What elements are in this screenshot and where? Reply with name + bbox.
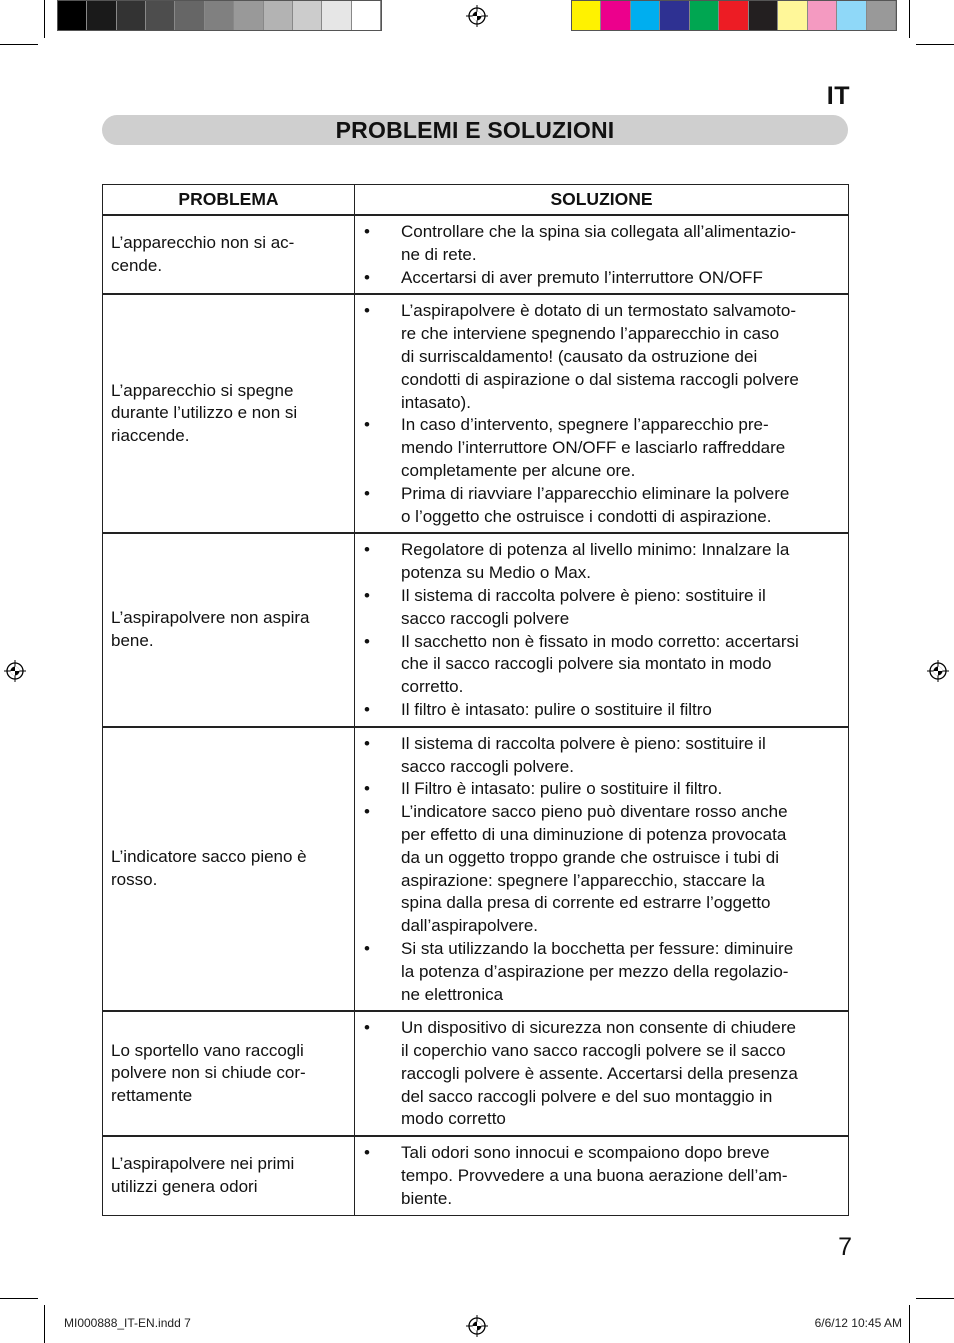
problem-text: L’apparecchio non si ac- cende.: [111, 232, 295, 275]
solution-item: • Prima di riavviare l’apparecchio eliminare la polvere o l’oggetto che ostruisce i condotti di aspirazione.: [355, 483, 842, 529]
color-swatch: [205, 1, 234, 30]
crop-mark-br-h: [916, 1298, 954, 1299]
problem-cell: [103, 1011, 355, 1136]
problem-cell: [103, 215, 355, 294]
color-swatch: [808, 1, 837, 30]
color-swatch: [352, 1, 381, 30]
solution-list: [355, 1142, 842, 1210]
solution-item: • Il sacchetto non è fissato in modo corretto: accertarsi che il sacco raccogli polvere sia montato in modo corretto.: [355, 631, 842, 699]
crop-mark-tr-v: [909, 0, 910, 38]
table-body: [103, 215, 849, 1215]
registration-mark-icon: [466, 1315, 488, 1337]
color-swatch: [572, 1, 601, 30]
column-header-problem: PROBLEMA: [103, 185, 355, 216]
solution-item: • Un dispositivo di sicurezza non consente di chiudere il coperchio vano sacco raccogli polvere se il sacco raccogli polvere è assente. Accertarsi della presenza del sacco raccogli polvere e del suo montaggio in modo corretto: [355, 1017, 842, 1131]
solution-list: [355, 1017, 842, 1131]
solution-item: • Il filtro è intasato: pulire o sostituire il filtro: [355, 699, 842, 722]
page-number: 7: [838, 1233, 852, 1261]
problem-cell: [103, 294, 355, 533]
color-swatch: [146, 1, 175, 30]
solution-item: • L’indicatore sacco pieno può diventare rosso anche per effetto di una diminuzione di potenza provocata da un oggetto troppo grande che ostruisce i tubi di aspirazione: spegnere l’apparecchio, staccare la spina dalla presa di corrente ed estrarre l’oggetto dall’aspirapolvere.: [355, 801, 842, 938]
solution-item: • L’aspirapolvere è dotato di un termostato salvamoto- re che interviene spegnendo l’apparecchio in caso di surriscaldamento! (causato da ostruzione dei condotti di aspirazione o dal sistema raccogli polvere intasato).: [355, 300, 842, 414]
problem-cell: [103, 727, 355, 1012]
troubleshooting-table: [102, 184, 849, 1216]
color-swatch: [293, 1, 322, 30]
crop-mark-bl-v: [44, 1305, 45, 1343]
table-row: [103, 1136, 849, 1215]
solution-list: [355, 221, 842, 289]
problem-text: L’aspirapolvere nei primi utilizzi genera odori: [111, 1154, 295, 1196]
table-row: [103, 727, 849, 1012]
color-swatch: [631, 1, 660, 30]
solution-item: • Il sistema di raccolta polvere è pieno: sostituire il sacco raccogli polvere.: [355, 733, 842, 779]
solution-item: • Tali odori sono innocui e scompaiono dopo breve tempo. Provvedere a una buona aerazione dell’am- biente.: [355, 1142, 842, 1210]
problem-text: L’aspirapolvere non aspira bene.: [111, 608, 310, 651]
solution-cell: [355, 727, 849, 1012]
problem-cell: [103, 1136, 355, 1215]
table-header-row: [103, 185, 849, 216]
color-swatch: [660, 1, 689, 30]
color-swatch: [87, 1, 116, 30]
problem-text: L’indicatore sacco pieno è rosso.: [111, 847, 307, 890]
problem-text: Lo sportello vano raccogli polvere non si chiude cor- rettamente: [111, 1040, 306, 1106]
table-row: [103, 294, 849, 533]
registration-mark-icon: [927, 660, 949, 682]
color-swatch: [867, 1, 896, 30]
solution-item: • Controllare che la spina sia collegata all’alimentazio- ne di rete.: [355, 221, 842, 267]
crop-mark-tr-h: [916, 44, 954, 45]
problem-cell: [103, 533, 355, 726]
column-header-solution: SOLUZIONE: [355, 185, 849, 216]
table-row: [103, 215, 849, 294]
color-swatch: [322, 1, 351, 30]
solution-cell: [355, 1136, 849, 1215]
solution-cell: [355, 533, 849, 726]
solution-list: [355, 300, 842, 528]
color-swatch: [601, 1, 630, 30]
color-swatch: [719, 1, 748, 30]
solution-item: • In caso d’intervento, spegnere l’apparecchio pre- mendo l’interruttore ON/OFF e lasciarlo raffreddare completamente per alcune ore.: [355, 414, 842, 482]
color-swatch: [837, 1, 866, 30]
solution-item: • Regolatore di potenza al livello minimo: Innalzare la potenza su Medio o Max.: [355, 539, 842, 585]
file-slug: MI000888_IT-EN.indd 7: [64, 1316, 191, 1330]
page-title: PROBLEMI E SOLUZIONI: [335, 116, 615, 143]
solution-item: • Il sistema di raccolta polvere è pieno: sostituire il sacco raccogli polvere: [355, 585, 842, 631]
registration-mark-icon: [4, 660, 26, 682]
solution-cell: [355, 1011, 849, 1136]
color-swatch: [58, 1, 87, 30]
color-swatch: [690, 1, 719, 30]
color-swatch: [778, 1, 807, 30]
section-title-bar: [102, 115, 848, 145]
gray-swatch-bar: [57, 0, 382, 31]
color-swatch: [234, 1, 263, 30]
solution-list: [355, 539, 842, 721]
solution-cell: [355, 294, 849, 533]
solution-item: • Il Filtro è intasato: pulire o sostituire il filtro.: [355, 778, 842, 801]
solution-cell: [355, 215, 849, 294]
color-swatch: [749, 1, 778, 30]
color-swatch: [117, 1, 146, 30]
date-slug: 6/6/12 10:45 AM: [814, 1316, 902, 1330]
crop-mark-tl-v: [44, 0, 45, 38]
solution-item: • Si sta utilizzando la bocchetta per fessure: diminuire la potenza d’aspirazione per mezzo della regolazio- ne elettronica: [355, 938, 842, 1006]
solution-item: • Accertarsi di aver premuto l’interruttore ON/OFF: [355, 267, 842, 290]
table-row: [103, 1011, 849, 1136]
crop-mark-bl-h: [0, 1298, 38, 1299]
color-swatch-bar: [571, 0, 897, 31]
language-label: IT: [826, 82, 850, 110]
registration-mark-icon: [466, 5, 488, 27]
table-row: [103, 533, 849, 726]
color-swatch: [175, 1, 204, 30]
problem-text: L’apparecchio si spegne durante l’utilizzo e non si riaccende.: [111, 380, 298, 446]
solution-list: [355, 733, 842, 1007]
color-swatch: [264, 1, 293, 30]
crop-mark-br-v: [909, 1305, 910, 1343]
crop-mark-tl-h: [0, 44, 38, 45]
